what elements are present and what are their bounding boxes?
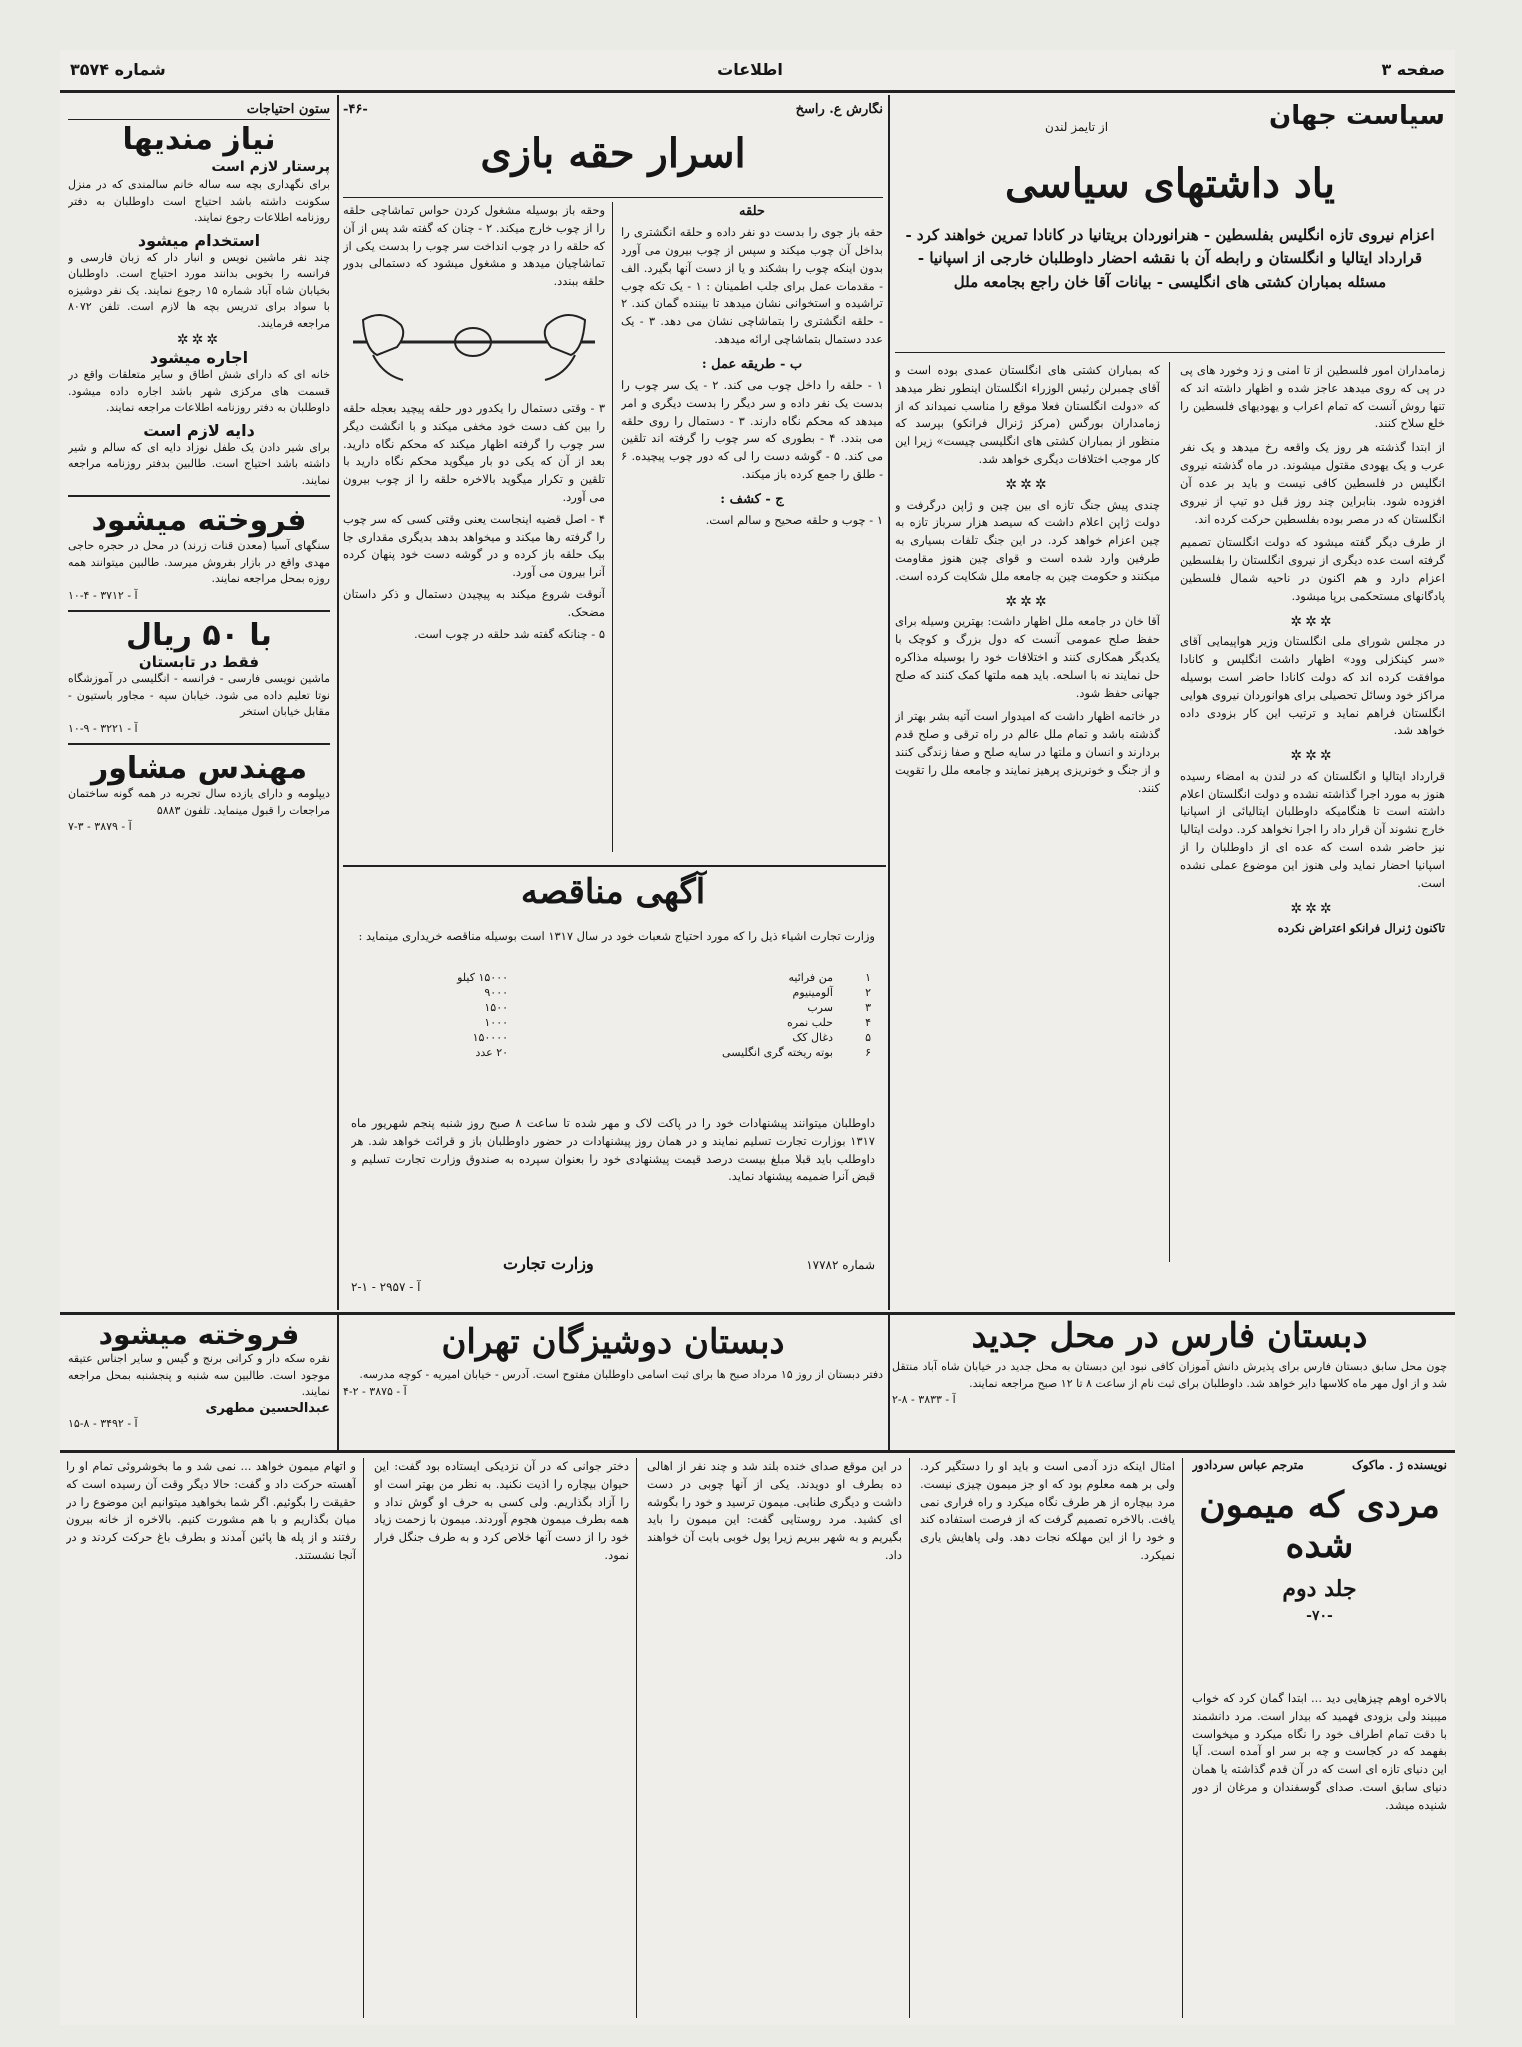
tender-ad [343, 870, 883, 1310]
ad-text: ماشین نویسی فارسی - فرانسه - انگلیسی در آموزشگاه نوتا تعلیم داده می شود. خیابان سپه - مجاور باستیون - مقابل خیابان استخر [68, 672, 330, 718]
tricks-paragraph: ۱ - حلقه را داخل چوب می کند. ۲ - یک سر چوب را بدست یک نفر داده و سر دیگر را بدست دیگری و امر میدهد که محکم نگاه دارند. ۳ - دستمال را روی حلقه می بندد. ۴ - بطوری که سر چوب را گرفته اند تلقین می کند. ۵ - گوشه دست را لی که دور چوب پیچیده. ۶ - طلق را جمع کرده باز میکند. [621, 377, 883, 482]
story-credits [1192, 1458, 1447, 1472]
tender-cell: ۱۰۰۰ [484, 1016, 509, 1029]
antiques-ad [68, 1318, 330, 1448]
tender-row [351, 1000, 875, 1015]
politics-headline: یاد داشتهای سیاسی [1004, 160, 1336, 207]
tender-row [351, 1045, 875, 1060]
tender-ad-number: آ - ۲۹۵۷ - ۱-۲ [351, 1280, 421, 1294]
tricks-section-heading: ب - طریقه عمل : [701, 356, 803, 372]
ad-number: آ - ۳۸۷۹ - ۳-۷ [68, 820, 132, 833]
ad-text: دیپلومه و دارای یازده سال تجربه در همه گونه ساختمان مراجعات را قبول مینماید. تلفون ۵۸۸۳ [68, 787, 330, 817]
tricks-paragraph: آنوقت شروع میکند به پیچیدن دستمال و ذکر داستان مضحک. [343, 587, 605, 619]
banner-top-rule [60, 1312, 1455, 1315]
separator-stars: ✲✲✲ [176, 332, 222, 348]
story-title-box [1192, 1458, 1447, 1683]
separator-stars: ✲✲✲ [1005, 593, 1050, 610]
politics-summary: اعزام نیروی تازه انگلیس بفلسطین - هنرانوردان بریتانیا در کانادا تمرین خواهند کرد - قرارداد ایتالیا و انگلستان و رابطه آن با نقشه احضار داوطلبان خارجی از اسپانیا - مسئله بمباران کشتی های انگلیسی - بیانات آقا خان راجع بجامعه ملل [905, 226, 1435, 291]
paper-name: اطلاعات [717, 60, 783, 79]
classifieds-rule [68, 743, 330, 745]
tender-cell: ۱ [865, 971, 871, 984]
school-girls-ad [343, 1318, 883, 1448]
tender-cell: ۶ [865, 1046, 871, 1059]
classifieds-rule [68, 610, 330, 612]
ad-owner: عبدالحسین مطهری [205, 1400, 330, 1416]
separator-stars: ✲✲✲ [1290, 748, 1335, 765]
ad-headline: مهندس مشاور [90, 751, 308, 786]
tender-row [351, 970, 875, 985]
tender-cell: بوته ریخته گری انگلیسی [722, 1046, 833, 1059]
tricks-number: -۴۶- [343, 102, 368, 117]
tricks-section-heading: حلقه [739, 204, 765, 219]
tender-cell: ۲ [865, 986, 871, 999]
tender-cell: ۱۵۰۰۰ کیلو [457, 971, 509, 984]
tricks-section-heading: ج - کشف : [720, 491, 784, 507]
hands-illustration [343, 295, 605, 390]
ad-subheading: پرستار لازم است [211, 159, 330, 175]
tricks-paragraph: ۴ - اصل قضیه اینجاست یعنی وقتی کسی که سر چوب را گرفته رها میکند و میخواهد بدهد بدیگری مقداری جا بیک حلقه باز کرده و در گوشه دست خود پنهان کرده آنرا بیرون می آورد. [343, 511, 605, 580]
tricks-paragraph: وحقه باز بوسیله مشغول کردن حواس تماشاچی حلقه را از چوب خارج میکند. ۲ - چنان که گفته شد پس از آن که حلقه را در چوب انداخت سر چوب را بدست یکی از تماشاچیان میدهد و مشغول میشود که دستمالی بدور حلقه ببندد. [343, 203, 605, 289]
politics-paragraph: زمامداران امور فلسطین از تا امنی و زد وخورد های پی در پی که روی میدهد عاجز شده و اظهار داشته اند که تنها روش آنست که تمام اعراب و یهودیهای فلسطین را خلع سلاح کنند. [1180, 363, 1445, 431]
ad-text: برای شیر دادن یک طفل نوزاد دایه ای که سالم و شیر داشته باشد احتیاج است. طالبین بدفتر روزنامه مراجعه نمایند. [68, 440, 330, 487]
story-author: نویسنده ژ . ماکوک [1351, 1458, 1447, 1472]
story-headline: مردی که میمون شده [1199, 1484, 1440, 1566]
politics-paragraph: در مجلس شورای ملی انگلستان وزیر هواپیمایی آقای «سر کینکزلی وود» اظهار داشت انگلیس و کانادا موافقت کرده اند که دولت کانادا حاضر است بوسیله مراکز خود وسائل تحصیلی برای هوانوردان نیروی هوایی انگلستان فراهم نماید و ترتیب این کار بزودی داده خواهد شد. [1180, 634, 1445, 738]
politics-column-2 [895, 362, 1160, 1272]
tricks-section [343, 102, 883, 862]
story-column-4: دختر جوانی که در آن نزدیکی ایستاده بود گفت: این حیوان بیچاره را اذیت نکنید. به نظر من بهتر است او را آزاد بگذاریم. ولی کسی به حرف او گوش نداد و همه بطرف میمون هجوم آوردند. میمون با زحمت زیاد خود را از دست آنها خلاص کرد و به طرف جنگل فرار نمود. [374, 1459, 629, 1563]
politics-paragraph: تاکنون ژنرال فرانکو اعتراض نکرده [1277, 921, 1445, 936]
story-column-3: در این موقع صدای خنده بلند شد و چند نفر از اهالی ده بطرف او دویدند. یکی از آنها چوبی در دست داشت و دیگری طنابی. میمون ترسید و خود را بگوشه ای کشید. مرد روستایی گفت: این میمون را باید بگیریم و به شهر ببریم زیرا پول خوبی بابت آن خواهند داد. [647, 1459, 902, 1563]
tender-top-rule [343, 865, 886, 867]
tricks-column-right [621, 202, 883, 852]
school-fars-number: آ - ۳۸۳۳ - ۸-۲ [892, 1393, 956, 1407]
classifieds-rule [68, 119, 330, 120]
politics-paragraph: در خاتمه اظهار داشت که امیدوار است آتیه بشر بهتر از گذشته باشد و تمام ملل عالم در راه ترقی و صلح قدم بردارند و انسان و ملتها در سایه صلح و صفا زندگی کنند و از جنگ و خونریزی پرهیز نمایند و جامعه ملل را تقویت کنند. [895, 709, 1160, 795]
tricks-paragraph: ۱ - چوب و حلقه صحیح و سالم است. [705, 512, 883, 527]
ad-number: آ - ۳۷۱۲ - ۴-۱۰ [68, 588, 138, 602]
ad-subheading: اجاره میشود [149, 348, 249, 367]
tender-cell: ۱۵۰۰ [484, 1001, 509, 1014]
school-fars-ad [892, 1318, 1447, 1448]
politics-paragraph: چندی پیش جنگ تازه ای بین چین و ژاپن درگرفت و دولت ژاپن اعلام داشت که سیصد هزار سرباز تازه به چین اعزام خواهد کرد. در این جنگ تلفات بسیاری به طرفین وارد شده است و قوای چین هنوز مقاومت میکنند و حکومت چین به جامعه ملل شکایت کرده است. [895, 497, 1160, 583]
story-rule [909, 1458, 910, 2018]
tender-table [351, 970, 875, 1060]
tricks-column-left [343, 202, 605, 852]
ad-headline: فروخته میشود [98, 1318, 300, 1351]
ad-text: خانه ای که دارای شش اطاق و سایر متعلقات واقع در قسمت های مرکزی شهر باشد اجاره داده میشود. داوطلبان به دفتر روزنامه اطلاعات مراجعه نمایند. [68, 368, 330, 414]
story-rule [363, 1458, 364, 2018]
page-number: صفحه ۳ [1381, 60, 1445, 79]
politics-source: از تایمز لندن [1045, 120, 1109, 134]
banner-bottom-rule [60, 1450, 1455, 1453]
story-translator: مترجم عباس سردادور [1192, 1458, 1304, 1472]
tricks-paragraph: ۳ - وقتی دستمال را یکدور دور حلقه پیچید بعجله حلقه را بین کف دست خود مخفی میکند و با انگشت دیگر سر چوب را گرفته اظهار میکند که محکم نگاه دارید. بعد از آن که یکی دو بار میگوید محکم نگاه دارید با تلقین و تکرار میگوید بالاخره حلقه را از چوب بیرون می آورد. [343, 400, 605, 504]
issue-number: شماره ۳۵۷۴ [70, 60, 166, 79]
tender-issuer: وزارت تجارت [503, 1254, 594, 1273]
politics-column-title: سیاست جهان [1269, 102, 1445, 131]
school-fars-text: چون محل سابق دبستان فارس برای پذیرش دانش آموزان کافی نبود این دبستان به محل جدید در خیابان شاه آباد منتقل شد و از اول مهر ماه کلاسها دایر خواهد شد. داوطلبان برای ثبت نام از ساعت ۸ تا ۱۲ صبح مراجعه نمایند. [892, 1360, 1447, 1390]
school-girls-number: آ - ۳۸۷۵ - ۲-۴ [343, 1384, 407, 1398]
politics-summary-rule [895, 352, 1445, 353]
story-column-2: امثال اینکه دزد آدمی است و باید او را دستگیر کرد. ولی بر همه معلوم بود که او جز میمون چیزی نیست. مرد بیچاره از هر طرف نگاه میکرد و راه فراری نمی یافت. بالاخره تصمیم گرفت که از فرصت استفاده کند و خود را از این مهلکه نجات دهد. ولی پاهایش یاری نمیکرد. [920, 1459, 1175, 1563]
politics-section [895, 102, 1445, 1277]
tricks-rule [343, 197, 883, 198]
ad-headline: نیاز مندیها [122, 122, 276, 157]
tender-cell: ۴ [865, 1016, 871, 1029]
tender-cell: ۲۰ عدد [475, 1046, 509, 1059]
ad-subheading: استخدام میشود [137, 230, 261, 250]
school-girls-text: دفتر دبستان از روز ۱۵ مرداد صبح ها برای ثبت اسامی داوطلبان مفتوح است. آدرس - خیابان امیریه - کوچه مدرسه. [359, 1368, 883, 1382]
tender-cell: دغال کک [792, 1031, 833, 1044]
ad-subheading: فقط در تابستان [138, 653, 260, 671]
ad-text: چند نفر ماشین نویس و انبار دار که زبان فارسی و فرانسه را بخوبی بدانند مورد احتیاج است. داوطلبان بخیابان شاه آباد شماره ۱۵ رجوع نمایند. یک نفر دوشیزه با سواد برای تدریس بچه ها لازم است. تلفن ۸۰۷۲ مراجعه فرمایند. [68, 250, 330, 330]
separator-stars: ✲✲✲ [1290, 900, 1335, 917]
tricks-paragraph: حقه باز جوی را بدست دو نفر داده و حلقه انگشتری را بداخل آن چوب میکند و سپس از چوب بیرون می آورد بدون اینکه چوب را بشکند و یا از دست آنها بگیرد. الف - مقدمات عمل برای جلب اطمینان : ۱ - یک تکه چوب تراشیده و استخوانی نشان میدهد تا بیننده گمان کند. ۲ - حلقه انگشتری را بتماشاچی نشان می دهد. ۳ - یک عدد دستمال بتماشاچی ارائه میدهد. [621, 225, 883, 347]
newspaper-page [60, 50, 1455, 2025]
separator-stars: ✲✲✲ [1290, 613, 1335, 630]
tender-cell: ۳ [865, 1001, 871, 1014]
divider-left [337, 95, 339, 1310]
ad-number: آ - ۳۲۲۱ - ۹-۱۰ [68, 721, 138, 735]
politics-paragraph: آقا خان در جامعه ملل اظهار داشت: بهترین وسیله برای حفظ صلح عمومی آنست که دول بزرگ و کوچک با یکدیگر همکاری کنند و اختلافات خود را بوسیله مذاکره حل نمایند نه با اسلحه. باید همه ملتها کمک کنند که صلح جهانی حفظ شود. [895, 614, 1160, 700]
tender-row [351, 1030, 875, 1045]
tricks-column-rule [612, 202, 613, 852]
ad-subheading: دایه لازم است [143, 420, 255, 440]
separator-stars: ✲✲✲ [1005, 476, 1050, 493]
ad-number: آ - ۳۴۹۲ - ۸-۱۵ [68, 1416, 138, 1430]
school-girls-headline: دبستان دوشیزگان تهران [441, 1322, 785, 1362]
politics-paragraph: که بمباران کشتی های انگلستان عمدی بوده است و آقای چمبرلن رئیس الوزراء انگلستان اینطور نظر میدهد که «دولت انگلستان فعلا موقع را مناسب نمیداند که از زمامداران بورگس (مرکز ژنرال فرانکو) بپرسد که منظور از بمباران کشتی های انگلیسی چیست» زیرا این کار موجب اختلافات دیگری خواهد شد. [895, 363, 1160, 467]
story-part: -۷۰- [1306, 1608, 1333, 1625]
school-fars-headline: دبستان فارس در محل جدید [971, 1318, 1368, 1356]
tender-cell: ۹۰۰۰ [484, 986, 509, 999]
divider-right [888, 95, 890, 1310]
politics-paragraph: از طرف دیگر گفته میشود که دولت انگلستان تصمیم گرفته است عده دیگری از نیروی انگلستان را بفلسطین اعزام دارد و هم اکنون در ناحیه شمال فلسطین پادگانهای مستحکمی برپا میشود. [1180, 535, 1445, 603]
tender-row [351, 985, 875, 1000]
tricks-byline: نگارش ع. راسخ [795, 102, 883, 117]
tender-cell: حلب نمره [786, 1016, 833, 1029]
classifieds-rule [68, 495, 330, 497]
tender-code: شماره ۱۷۷۸۲ [806, 1258, 875, 1272]
ad-headline: فروخته میشود [91, 503, 307, 538]
header-rule [60, 90, 1455, 93]
politics-paragraph: از ابتدا گذشته هر روز یک واقعه رخ میدهد و یک نفر عرب و یک یهودی مقتول میشوند. در ماه گذشته نیروی انگلیس در فلسطین کافی نیست و باید بر عده آن افزوده شود. بنابراین چند روز قبل دو تیپ از نیروی انگلستان که در مصر بوده بفلسطین حرکت کرده اند. [1180, 440, 1445, 526]
story-rule [636, 1458, 637, 2018]
tender-cell: من فرائیه [788, 971, 833, 984]
ad-text: سنگهای آسیا (معدن قنات زرند) در محل در حجره حاجی مهدی واقع در بازار بفروش میرسد. طالبین میتوانند همه روزه بمحل مراجعه نمایند. [68, 539, 330, 585]
tender-headline: آگهی مناقصه [520, 872, 706, 912]
politics-paragraph: قرارداد ایتالیا و انگلستان که در لندن به امضاء رسیده هنوز به مورد اجرا گذاشته نشده و دولت انگلستان اعلام داشته است تا هنگامیکه داوطلبان ایتالیائی از اسپانیا خارج نشوند آن قرار داد را اجرا نخواهد کرد. دولت ایتالیا نیز حاضر شده است که عده ای از داوطلبان را از اسپانیا احضار نماید ولی هنوز این موضوع عملی نشده است. [1180, 768, 1445, 890]
banner-divider-right [888, 1315, 890, 1450]
tricks-paragraph: ۵ - چنانکه گفته شد حلقه در چوب است. [414, 626, 605, 641]
tender-items [351, 970, 875, 1060]
tender-cell: ۱۵۰۰۰۰ [472, 1031, 509, 1044]
tender-text: داوطلبان میتوانند پیشنهادات خود را در پاکت لاک و مهر شده تا ساعت ۸ صبح روز شنبه پنجم شهریور ماه ۱۳۱۷ بوزارت تجارت تسلیم نمایند و در همان روز پیشنهادات در حضور داوطلبان باز و قرائت خواهد شد. هر داوطلب باید قبلا مبلغ بیست درصد قیمت پیشنهادی خود را بعنوان سپرده به صندوق وزارت تجارت تسلیم و قبض آنرا ضمیمه پیشنهاد نماید. [351, 1116, 875, 1184]
tender-row [351, 1015, 875, 1030]
ad-text: نقره سکه دار و کرانی برنج و گیس و سایر اجناس عتیقه موجود است. طالبین سه شنبه و پنجشنبه بمحل مراجعه نمایند. [68, 1352, 330, 1398]
classifieds-column [68, 102, 330, 1312]
banner-divider-left [337, 1315, 339, 1450]
story-column-1: بالاخره اوهم چیزهایی دید ... ابتدا گمان کرد که خواب میبیند ولی بزودی فهمید که بیدار است. مرد دانشمند با دقت تمام اطراف خود را نگاه میکرد و میخواست بفهمد که در کجاست و چه بر سر او آمده است. آیا این دنیای تازه ای است که در آن قدم گذاشته یا همان دنیای سابق است. صدای گوسفندان و مرغان از دور شنیده میشد. [1192, 1691, 1447, 1812]
tender-cell: سرب [807, 1001, 833, 1014]
classifieds-label: ستون احتیاجات [246, 102, 330, 117]
tender-cell: ۵ [865, 1031, 871, 1044]
story-volume: جلد دوم [1282, 1576, 1357, 1603]
story-rule [1182, 1458, 1183, 2018]
ad-headline: با ۵۰ ریال [126, 618, 272, 653]
tender-intro: وزارت تجارت اشیاء ذیل را که مورد احتیاج شعبات خود در سال ۱۳۱۷ است بوسیله مناقصه خریداری مینماید : [358, 929, 875, 943]
politics-column-1 [1180, 362, 1445, 1272]
politics-column-rule [1169, 362, 1170, 1262]
tender-cell: آلومینیوم [792, 986, 833, 999]
tricks-headline: اسرار حقه بازی [480, 130, 746, 177]
story-column-5: و اتهام میمون خواهد ... نمی شد و ما بخوشروئی تمام او را آهسته حرکت داد و گفت: حالا دیگر وقت آن رسیده است که حقیقت را بگوئیم. اگر شما بخواهید میتوانیم این موضوع را در میان بگذاریم و با هم مشورت کنیم. بالاخره از خانه بیرون رفتند و از پله ها پائین آمدند و بطرف باغ حرکت کردند و در آنجا نشستند. [66, 1459, 356, 1563]
ad-text: برای نگهداری بچه سه ساله خانم سالمندی که در منزل سکونت داشته باشد احتیاج است داوطلبان به دفتر روزنامه اطلاعات رجوع نمایند. [68, 178, 330, 224]
